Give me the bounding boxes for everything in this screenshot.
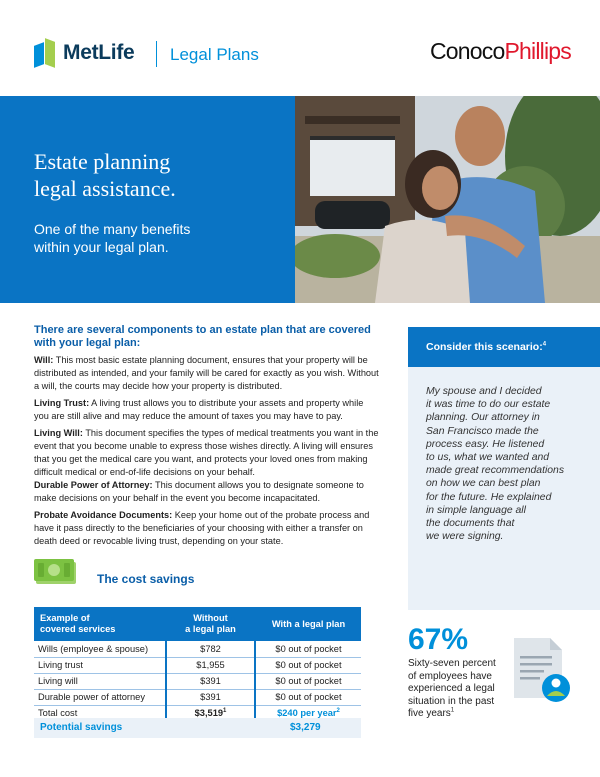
quote-line: we were signing. bbox=[426, 531, 504, 543]
total-without-footnote: 1 bbox=[223, 707, 227, 714]
quote-line: My spouse and I decided bbox=[426, 386, 542, 397]
component-living-trust bbox=[34, 397, 379, 423]
cell-service: Wills (employee & spouse) bbox=[38, 644, 149, 654]
col-header-services-line1: Example of bbox=[40, 613, 90, 623]
cell-without: $391 bbox=[200, 676, 221, 686]
components-heading-line2: with your legal plan: bbox=[34, 337, 141, 349]
stat-percentage: 67% bbox=[408, 623, 469, 656]
component-text: This most basic estate planning document, ensures that your property will be distributed as intended, and your family will be cared for exactly as you wish. Without a will, the courts may decide how your property is distributed. bbox=[34, 355, 379, 391]
col-header-without bbox=[167, 607, 254, 641]
metlife-mark-icon bbox=[34, 40, 56, 66]
quote-line: to us, what we wanted and bbox=[426, 452, 550, 464]
total-without-value: $3,519 bbox=[194, 708, 224, 718]
hero-couple-photo bbox=[295, 96, 600, 303]
hero-subtitle-line2: within your legal plan. bbox=[34, 239, 169, 255]
scenario-header bbox=[408, 327, 600, 367]
partner-wordmark-part2: Phillips bbox=[504, 38, 571, 64]
component-living-will bbox=[34, 427, 379, 479]
scenario-footnote-ref: 4 bbox=[542, 341, 547, 348]
table-row bbox=[34, 690, 361, 705]
col-header-without-line1: Without bbox=[193, 613, 228, 623]
scenario-quote bbox=[426, 385, 596, 543]
cell-without: $782 bbox=[200, 644, 221, 654]
hero-title bbox=[34, 148, 176, 202]
hero-subtitle bbox=[34, 220, 190, 256]
component-term: Living Will: bbox=[34, 428, 83, 438]
quote-line: for the future. He explained bbox=[426, 491, 552, 503]
col-header-with bbox=[256, 607, 361, 641]
stat-line: situation in the past bbox=[408, 695, 495, 707]
quote-line: made great recommendations bbox=[426, 465, 565, 477]
col-header-services bbox=[34, 607, 165, 641]
hero-text-panel bbox=[0, 96, 295, 303]
component-text: This document allows you to designate someone to make decisions on your behalf in the event you become incapacitated. bbox=[34, 480, 364, 503]
metlife-wordmark: MetLife bbox=[63, 41, 135, 64]
stat-line-last bbox=[408, 708, 508, 721]
column-divider bbox=[165, 607, 167, 721]
table-row bbox=[34, 674, 361, 689]
components-heading-line1: There are several components to an estate plan that are covered bbox=[34, 324, 371, 336]
scenario-heading bbox=[426, 341, 546, 353]
col-header-without-line2: a legal plan bbox=[185, 624, 236, 634]
component-text: This document specifies the types of medical treatments you want in the event that you become unable to express those wishes directly. A living will ensures that you get the medical care you want, and protects your loved ones from making difficult medical or end-of-life decisions on your behalf. bbox=[34, 428, 379, 477]
table-row bbox=[34, 658, 361, 673]
hero-banner bbox=[0, 96, 600, 303]
component-text: A living trust allows you to distribute your assets and property while you are still alive and may reduce the amount of taxes you may have to pay. bbox=[34, 398, 364, 421]
quote-line: process easy. He listened bbox=[426, 438, 545, 450]
cell-with: $0 out of pocket bbox=[275, 644, 342, 654]
potential-savings-value: $3,279 bbox=[290, 722, 321, 733]
cell-service: Total cost bbox=[38, 708, 78, 718]
table-row bbox=[34, 642, 361, 657]
potential-savings-label: Potential savings bbox=[40, 722, 123, 733]
header-divider bbox=[156, 41, 157, 67]
cell-service: Living trust bbox=[38, 660, 83, 670]
component-power-of-attorney bbox=[34, 479, 379, 505]
col-header-services-line2: covered services bbox=[40, 624, 116, 634]
components-heading bbox=[34, 324, 374, 350]
money-icon bbox=[34, 556, 78, 588]
component-term: Will: bbox=[34, 355, 54, 365]
scenario-quote-panel bbox=[408, 367, 600, 610]
quote-line: in simple language all bbox=[426, 504, 526, 516]
component-probate bbox=[34, 509, 379, 548]
stat-line: experienced a legal bbox=[408, 683, 495, 694]
stat-footnote-ref: 1 bbox=[450, 707, 455, 714]
cell-service: Living will bbox=[38, 676, 78, 686]
document-person-icon bbox=[510, 636, 574, 704]
cell-without: $1,955 bbox=[196, 660, 225, 670]
stat-line: of employees have bbox=[408, 670, 492, 682]
cell-with: $0 out of pocket bbox=[275, 660, 342, 670]
hero-subtitle-line1: One of the many benefits bbox=[34, 221, 191, 237]
col-header-with-text: With a legal plan bbox=[271, 619, 346, 629]
component-term: Probate Avoidance Documents: bbox=[34, 510, 173, 520]
stat-line: Sixty-seven percent bbox=[408, 658, 496, 669]
cell-without-total bbox=[167, 708, 254, 718]
quote-line: San Francisco made the bbox=[426, 425, 539, 437]
quote-line: the documents that bbox=[426, 518, 515, 530]
cell-without: $391 bbox=[200, 692, 221, 702]
column-divider bbox=[254, 607, 256, 721]
stat-description bbox=[408, 658, 508, 721]
cell-service: Durable power of attorney bbox=[38, 692, 145, 702]
component-term: Living Trust: bbox=[34, 398, 90, 408]
conocophillips-logo bbox=[430, 38, 571, 65]
stat-line: five years bbox=[408, 708, 451, 719]
component-term: Durable Power of Attorney: bbox=[34, 480, 153, 490]
quote-line: it was time to do our estate bbox=[426, 399, 551, 411]
cell-with: $0 out of pocket bbox=[275, 676, 342, 686]
scenario-heading-text: Consider this scenario: bbox=[426, 341, 543, 353]
quote-line: planning. Our attorney in bbox=[426, 412, 540, 424]
potential-savings-row bbox=[34, 721, 361, 735]
metlife-logo bbox=[34, 40, 134, 66]
quote-line: on how we can best plan bbox=[426, 478, 541, 490]
cell-with-total bbox=[256, 708, 361, 718]
cost-savings-title: The cost savings bbox=[97, 572, 195, 586]
hero-title-line1: Estate planning bbox=[34, 149, 171, 174]
partner-wordmark-part1: Conoco bbox=[430, 38, 505, 64]
total-with-footnote: 2 bbox=[336, 707, 340, 714]
component-text: Keep your home out of the probate process and have it pass directly to the beneficiaries of your choosing with either a transfer on death deed or revocable living trust, depending on your state. bbox=[34, 510, 370, 546]
cell-with: $0 out of pocket bbox=[275, 692, 342, 702]
component-will bbox=[34, 354, 379, 393]
product-name: Legal Plans bbox=[170, 45, 259, 64]
total-with-value: $240 per year bbox=[277, 708, 337, 718]
hero-title-line2: legal assistance. bbox=[34, 176, 176, 201]
cost-table-header bbox=[34, 607, 361, 641]
hero-photo-illustration bbox=[295, 96, 600, 303]
page-header bbox=[0, 0, 600, 96]
